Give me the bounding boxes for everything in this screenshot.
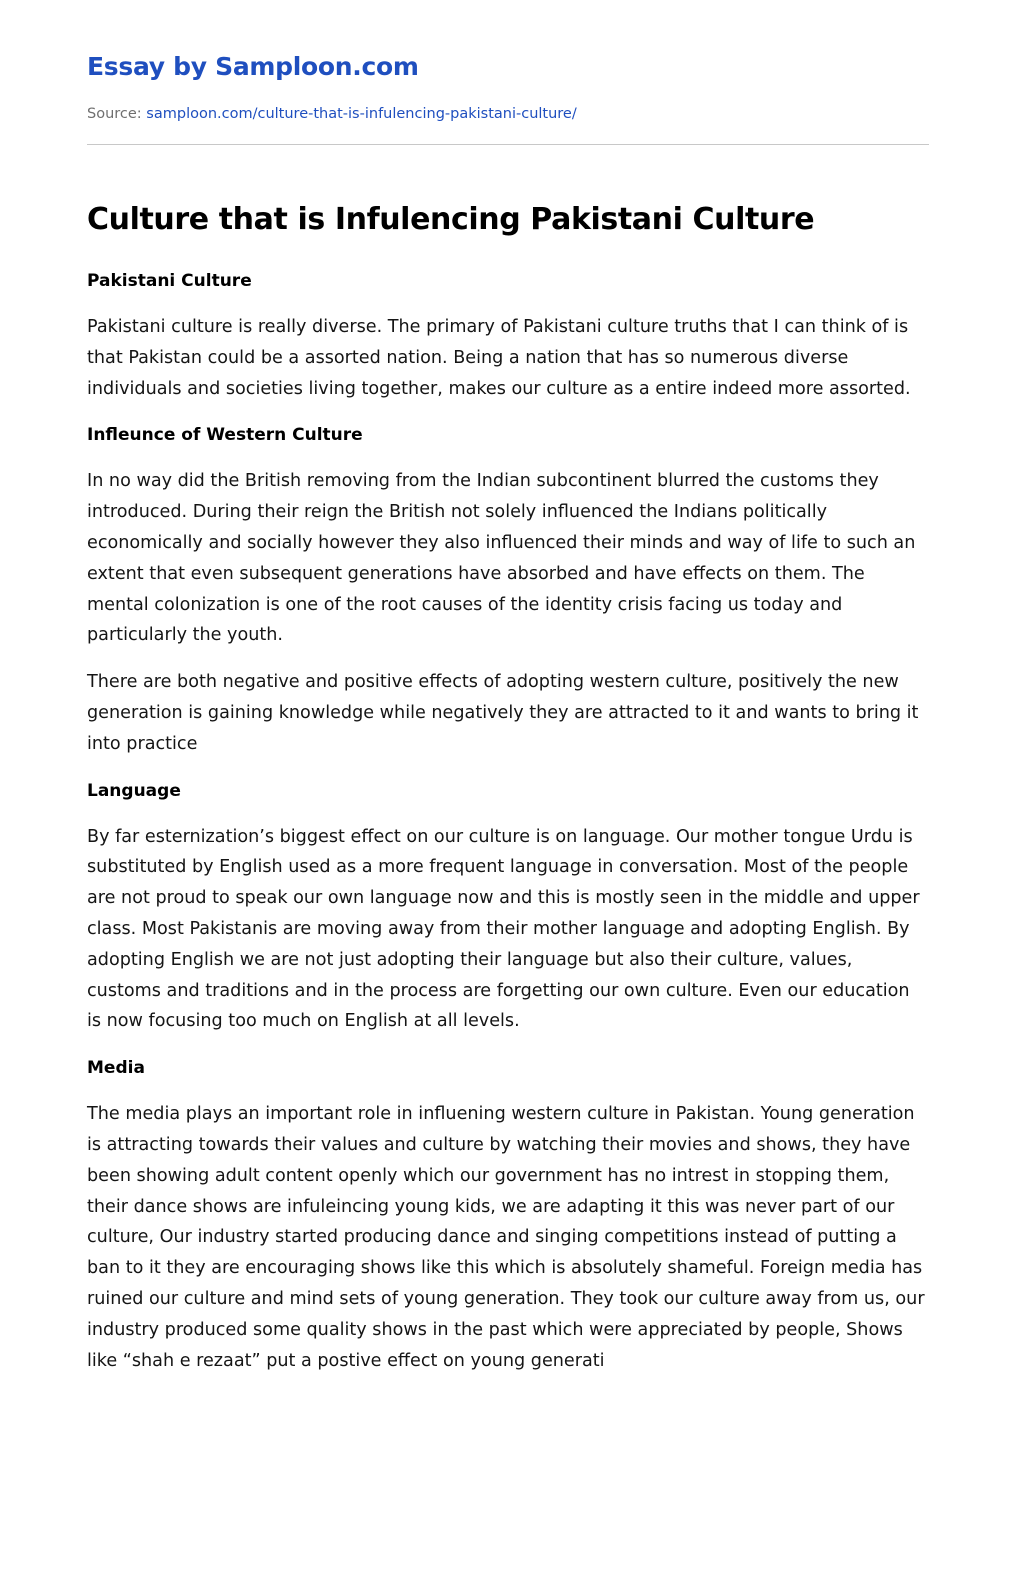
source-link[interactable]: samploon.com/culture-that-is-infulencing-pakistani-culture/ [146,106,577,122]
section-heading: Language [87,780,181,801]
paragraph: Pakistani culture is really diverse. The primary of Pakistani culture truths that I can think of is that Pakistan could be a assorted nation. Being a nation that has so numerous diverse individuals and societies living together, makes our culture as a entire indeed more assorted. [87,317,911,399]
paragraph: The media plays an important role in influening western culture in Pakistan. Young generation is attracting towards their values and culture by watching their movies and shows, they have been showing adult content openly which our government has no intrest in stopping them, their dance shows are infuleincing young kids, we are adapting it this was never part of our culture, Our industry started producing dance and singing competitions instead of putting a ban to it they are encouraging shows like this which is absolutely shameful. Foreign media has ruined our culture and mind sets of young generation. They took our culture away from us, our industry produced some quality shows in the past which were appreciated by people, Shows like “shah e rezaat” put a postive effect on young generati [87,1104,925,1371]
section-heading: Media [87,1058,145,1079]
site-brand[interactable]: Essay by Samploon.com [87,52,419,81]
source-line [87,106,577,122]
source-label: Source: [87,106,147,122]
paragraph: By far esternization’s biggest effect on our culture is on language. Our mother tongue Urdu is substituted by English used as a more frequent language in conversation. Most of the people are not proud to speak our own language now and this is mostly seen in the middle and upper class. Most Pakistanis are moving away from their mother language and adopting English. By adopting English we are not just adopting their language but also their culture, values, customs and traditions and in the process are forgetting our own culture. Even our education is now focusing too much on English at all levels. [87,826,920,1032]
header-divider [87,144,929,145]
paragraph: In no way did the British removing from the Indian subcontinent blurred the customs they introduced. During their reign the British not solely influenced the Indians politically economically and socially however they also influenced their minds and way of life to such an extent that even subsequent generations have absorbed and have effects on them. The mental colonization is one of the root causes of the identity crisis facing us today and particularly the youth. [87,471,916,646]
section-heading: Infleunce of Western Culture [87,425,363,446]
essay-body [87,266,929,1392]
essay-title: Culture that is Infulencing Pakistani Culture [87,202,815,237]
paragraph: There are both negative and positive effects of adopting western culture, positively the new generation is gaining knowledge while negatively they are attracted to it and wants to bring it into practice [87,672,919,754]
section-heading: Pakistani Culture [87,271,252,291]
